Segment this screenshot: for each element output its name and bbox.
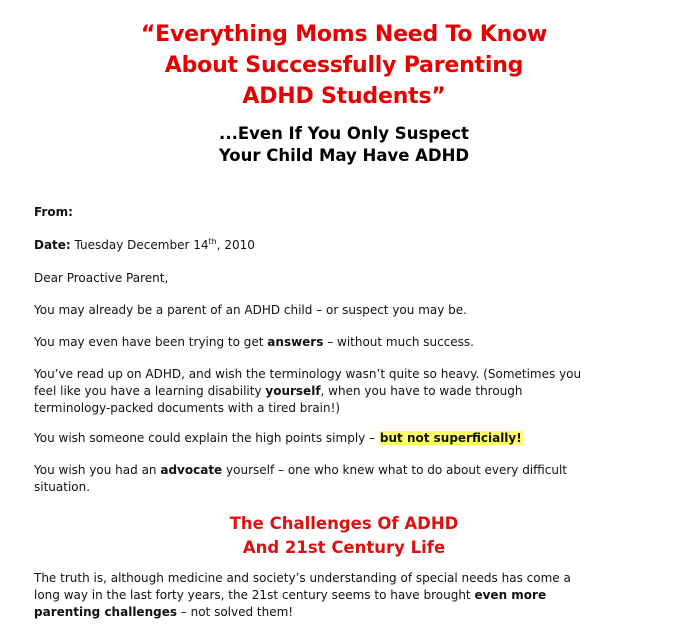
p5-line-1-post: yourself – one who knew what to do about every difficult [222,463,567,477]
paragraph-5 [34,462,679,496]
p5-line-1 [34,462,679,479]
p6-line-1: The truth is, although medicine and society’s understanding of special needs has come a [34,571,571,585]
p5-line-1-pre: You wish you had an [34,463,161,477]
p6-line-2-pre: long way in the last forty years, the 21st century seems to have brought [34,588,475,602]
p3-line-2 [34,383,679,400]
p5-line-2: situation. [34,480,91,494]
date-value-post: , 2010 [216,238,255,252]
p2-post: – without much success. [323,335,474,349]
date-value-sup: th [208,237,217,246]
p5-line-1-bold: advocate [160,463,223,477]
p4-pre: You wish someone could explain the high points simply – [34,431,379,445]
p2-bold: answers [267,335,324,349]
subheadline-line-2: Your Child May Have ADHD [218,146,470,165]
paragraph-4 [34,430,679,447]
paragraph-1: You may already be a parent of an ADHD child – or suspect you may be. [34,303,467,317]
from-label: From: [34,205,73,219]
paragraph-3 [34,366,679,417]
salutation: Dear Proactive Parent, [34,271,169,285]
main-headline [0,19,688,112]
p6-line-3 [34,604,679,621]
date-label: Date: [34,238,71,252]
date-line [34,237,679,254]
p6-line-2-bold: even more [474,588,547,602]
p4-highlight: but not superficially! [379,431,522,445]
section-heading-line-1: The Challenges Of ADHD [229,514,459,533]
headline-line-3: ADHD Students” [242,84,446,109]
headline-line-2: About Successfully Parenting [164,53,524,78]
p3-line-2-pre: feel like you have a learning disability [34,384,266,398]
date-value-pre: Tuesday December 14 [70,238,209,252]
p3-line-3: terminology-packed documents with a tired brain!) [34,401,341,415]
p6-line-3-bold: parenting challenges [34,605,177,619]
paragraph-2 [34,334,679,351]
subheadline-line-1: ...Even If You Only Suspect [219,124,469,143]
p6-line-2 [34,587,679,604]
p2-pre: You may even have been trying to get [34,335,268,349]
p3-line-2-post: , when you have to wade through [320,384,523,398]
paragraph-6 [34,570,679,621]
p3-line-1: You’ve read up on ADHD, and wish the terminology wasn’t quite so heavy. (Sometimes you [34,367,582,381]
headline-line-1: “Everything Moms Need To Know [140,22,548,47]
p3-line-2-bold: yourself [265,384,321,398]
sub-headline [0,123,688,167]
section-heading [0,512,688,560]
section-heading-line-2: And 21st Century Life [242,538,446,557]
p6-line-3-post: – not solved them! [176,605,294,619]
